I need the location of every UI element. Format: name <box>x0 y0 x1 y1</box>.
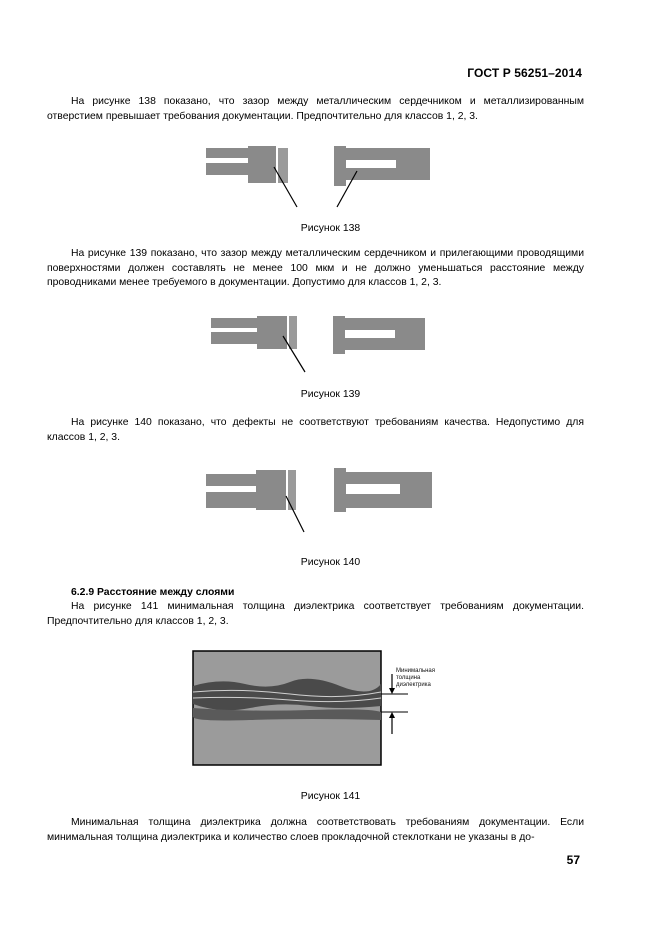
page-number: 57 <box>566 853 580 867</box>
figure-140-caption: Рисунок 140 <box>300 557 361 568</box>
paragraph-figure-139 <box>47 247 584 291</box>
paragraph-text: Минимальная толщина диэлектрика должна соответствовать требованиям документации. Если минимальная толщина диэлектрика и количество слоев прокладочной стеклоткани не указаны в до- <box>47 817 584 843</box>
paragraph-figure-141 <box>47 600 584 629</box>
figure-141-caption: Рисунок 141 <box>300 791 361 802</box>
figure-139 <box>205 312 435 377</box>
label-line-2: толщина <box>396 675 421 681</box>
label-line-3: диэлектрика <box>396 682 431 688</box>
paragraph-text: На рисунке 139 показано, что зазор между металлическим сердечником и прилегающими проводящими поверхностями должен составлять не менее 100 мкм и не должно уменьшаться расстояние между проводниками менее требуемого в документации. Допустимо для классов 1, 2, 3. <box>47 248 584 288</box>
paragraph-figure-138 <box>47 95 584 124</box>
figure-138 <box>200 140 440 210</box>
label-line-1: Минимальная <box>396 668 436 674</box>
paragraph-text: На рисунке 140 показано, что дефекты не соответствуют требованиям качества. Недопустимо для классов 1, 2, 3. <box>47 417 584 443</box>
figure-141 <box>190 648 450 768</box>
figure-138-caption: Рисунок 138 <box>300 223 361 234</box>
paragraph-text: На рисунке 138 показано, что зазор между металлическим сердечником и металлизированным отверстием превышает требования документации. Предпочтительно для классов 1, 2, 3. <box>47 96 584 122</box>
paragraph-closing <box>47 816 584 845</box>
section-heading: 6.2.9 Расстояние между слоями <box>71 587 235 598</box>
document-header: ГОСТ Р 56251–2014 <box>467 66 582 80</box>
paragraph-figure-140 <box>47 416 584 445</box>
figure-139-caption: Рисунок 139 <box>300 389 361 400</box>
figure-140 <box>200 464 440 534</box>
paragraph-text: На рисунке 141 минимальная толщина диэлектрика соответствует требованиям документации. Предпочтительно для классов 1, 2, 3. <box>47 601 584 627</box>
